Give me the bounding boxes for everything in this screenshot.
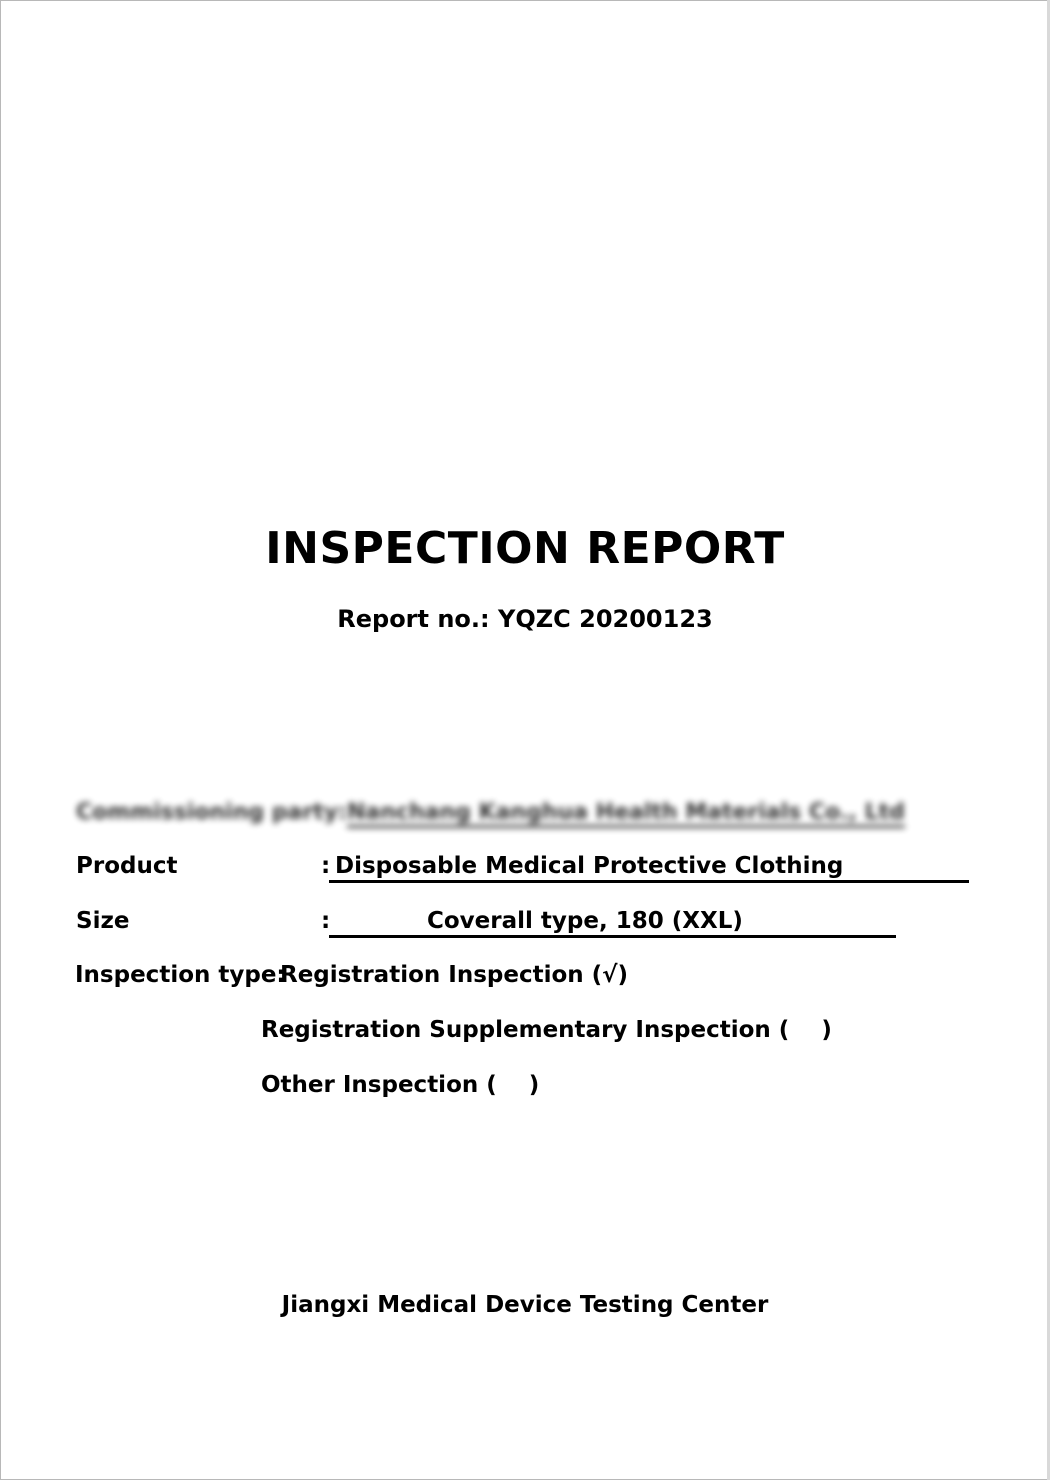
size-colon: : <box>321 908 331 934</box>
size-label: Size <box>76 908 130 934</box>
product-colon: : <box>321 853 331 879</box>
report-title: INSPECTION REPORT <box>265 523 785 574</box>
commissioning-party-value: Nanchang Kanghua Health Materials Co., Ltd <box>347 800 905 828</box>
inspection-option-registration: Registration Inspection (√) <box>280 962 629 988</box>
product-label: Product <box>76 853 178 879</box>
inspection-type-label: Inspection type: <box>75 962 286 988</box>
product-value: Disposable Medical Protective Clothing <box>329 852 969 883</box>
size-value: Coverall type, 180 (XXL) <box>329 907 896 938</box>
inspection-option-other: Other Inspection ( ) <box>261 1072 540 1098</box>
inspection-option-supplementary: Registration Supplementary Inspection ( ) <box>261 1017 832 1043</box>
testing-center-name: Jiangxi Medical Device Testing Center <box>281 1292 769 1318</box>
report-number: Report no.: YQZC 20200123 <box>337 605 713 633</box>
commissioning-party-label: Commissioning party: <box>76 800 347 825</box>
